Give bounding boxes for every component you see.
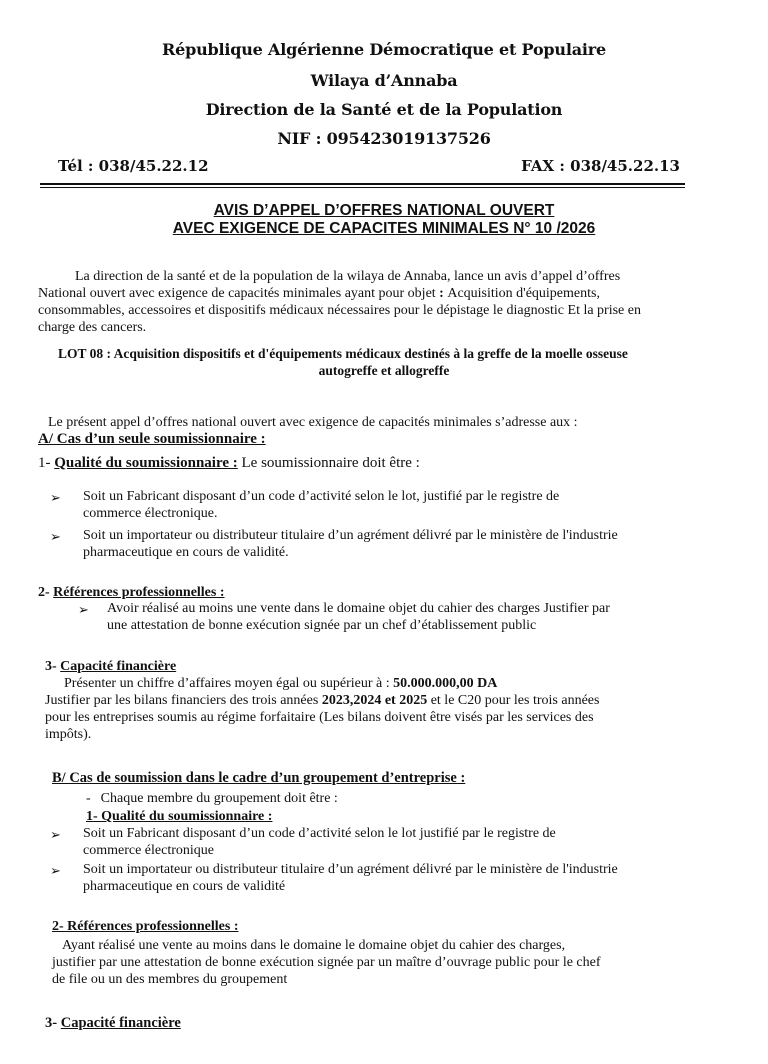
a1-heading: 1- Qualité du soumissionnaire : Le soumissionnaire doit être : (38, 455, 420, 471)
b2-line-2: justifier par une attestation de bonne exécution signée par un maître d’ouvrage public pour le chef (52, 955, 601, 970)
lot-line-1: LOT 08 : Acquisition dispositifs et d'équipements médicaux destinés à la greffe de la moelle osseuse (58, 346, 628, 361)
a3-line-2: Justifier par les bilans financiers des trois années 2023,2024 et 2025 et le C20 pour les trois années (45, 693, 600, 708)
intro-line-1: La direction de la santé et de la population de la wilaya de Annaba, lance un avis d’appel d’offres (75, 269, 621, 284)
intro-line-2: National ouvert avec exigence de capacités minimales ayant pour objet : Acquisition d'équipements, (38, 286, 600, 301)
header-direction: Direction de la Santé et de la Population (205, 100, 563, 119)
b1-bullet-1-line-2: commerce électronique (83, 843, 214, 858)
a2-bullet-line-2: une attestation de bonne exécution signée par un chef d’établissement public (107, 618, 537, 633)
a1-bullet-2-line-2: pharmaceutique en cours de validité. (83, 545, 289, 560)
section-b-title: B/ Cas de soumission dans le cadre d’un groupement d’entreprise : (52, 770, 466, 786)
a3-line-4: impôts). (45, 727, 92, 742)
b1-bullet-1-line-1: Soit un Fabricant disposant d’un code d’activité selon le lot justifié par le registre de (83, 826, 556, 841)
arrowhead-bullet-icon: ➢ (50, 863, 61, 878)
a3-line-1: Présenter un chiffre d’affaires moyen égal ou supérieur à : 50.000.000,00 DA (64, 676, 498, 691)
a2-heading: 2- Références professionnelles : (38, 585, 225, 600)
b1-bullet-2-line-1: Soit un importateur ou distributeur titulaire d’un agrément délivré par le ministère de l'industrie (83, 862, 618, 877)
b2-line-3: de file ou un des membres du groupement (52, 972, 288, 987)
header-wilaya: Wilaya d’Annaba (310, 71, 458, 90)
header-rule (40, 183, 685, 185)
intro-line-3: consommables, accessoires et dispositifs médicaux nécessaires pour le dépistage le diagnostic Et la prise en (38, 303, 641, 318)
arrowhead-bullet-icon: ➢ (50, 529, 61, 544)
a3-line-3: pour les entreprises soumis au régime forfaitaire (Les bilans doivent être visés par les services des (45, 710, 594, 725)
header-tel: Tél : 038/45.22.12 (58, 157, 209, 175)
title-line-2: AVEC EXIGENCE DE CAPACITES MINIMALES N° 10 /2026 (172, 220, 596, 237)
a2-bullet-line-1: Avoir réalisé au moins une vente dans le domaine objet du cahier des charges Justifier par (107, 601, 610, 616)
title-line-1: AVIS D’APPEL D’OFFRES NATIONAL OUVERT (213, 202, 555, 219)
lot-line-2: autogreffe et allogreffe (318, 363, 450, 378)
address-line: Le présent appel d’offres national ouvert avec exigence de capacités minimales s’adresse aux : (48, 415, 578, 430)
b-member-line: - Chaque membre du groupement doit être : (86, 791, 338, 806)
b2-heading: 2- Références professionnelles : (52, 919, 239, 934)
a3-heading: 3- Capacité financière (45, 659, 177, 674)
a1-bullet-1-line-1: Soit un Fabricant disposant d’un code d’activité selon le lot, justifié par le registre de (83, 489, 560, 504)
arrowhead-bullet-icon: ➢ (50, 490, 61, 505)
header-republic: République Algérienne Démocratique et Populaire (162, 40, 606, 59)
b2-line-1: Ayant réalisé une vente au moins dans le domaine le domaine objet du cahier des charges, (62, 938, 566, 953)
header-rule-thin (40, 187, 685, 188)
b1-bullet-2-line-2: pharmaceutique en cours de validité (83, 879, 286, 894)
intro-line-4: charge des cancers. (38, 320, 147, 335)
a1-bullet-1-line-2: commerce électronique. (83, 506, 218, 521)
section-a-title: A/ Cas d’un seule soumissionnaire : (38, 431, 266, 447)
b1-heading: 1- Qualité du soumissionnaire : (86, 809, 273, 824)
arrowhead-bullet-icon: ➢ (78, 602, 89, 617)
b3-heading: 3- Capacité financière (45, 1015, 181, 1031)
arrowhead-bullet-icon: ➢ (50, 827, 61, 842)
header-nif: NIF : 095423019137526 (277, 129, 491, 148)
dash: - (86, 791, 91, 806)
header-fax: FAX : 038/45.22.13 (521, 157, 680, 175)
a1-bullet-2-line-1: Soit un importateur ou distributeur titulaire d’un agrément délivré par le ministère de l'industrie (83, 528, 618, 543)
